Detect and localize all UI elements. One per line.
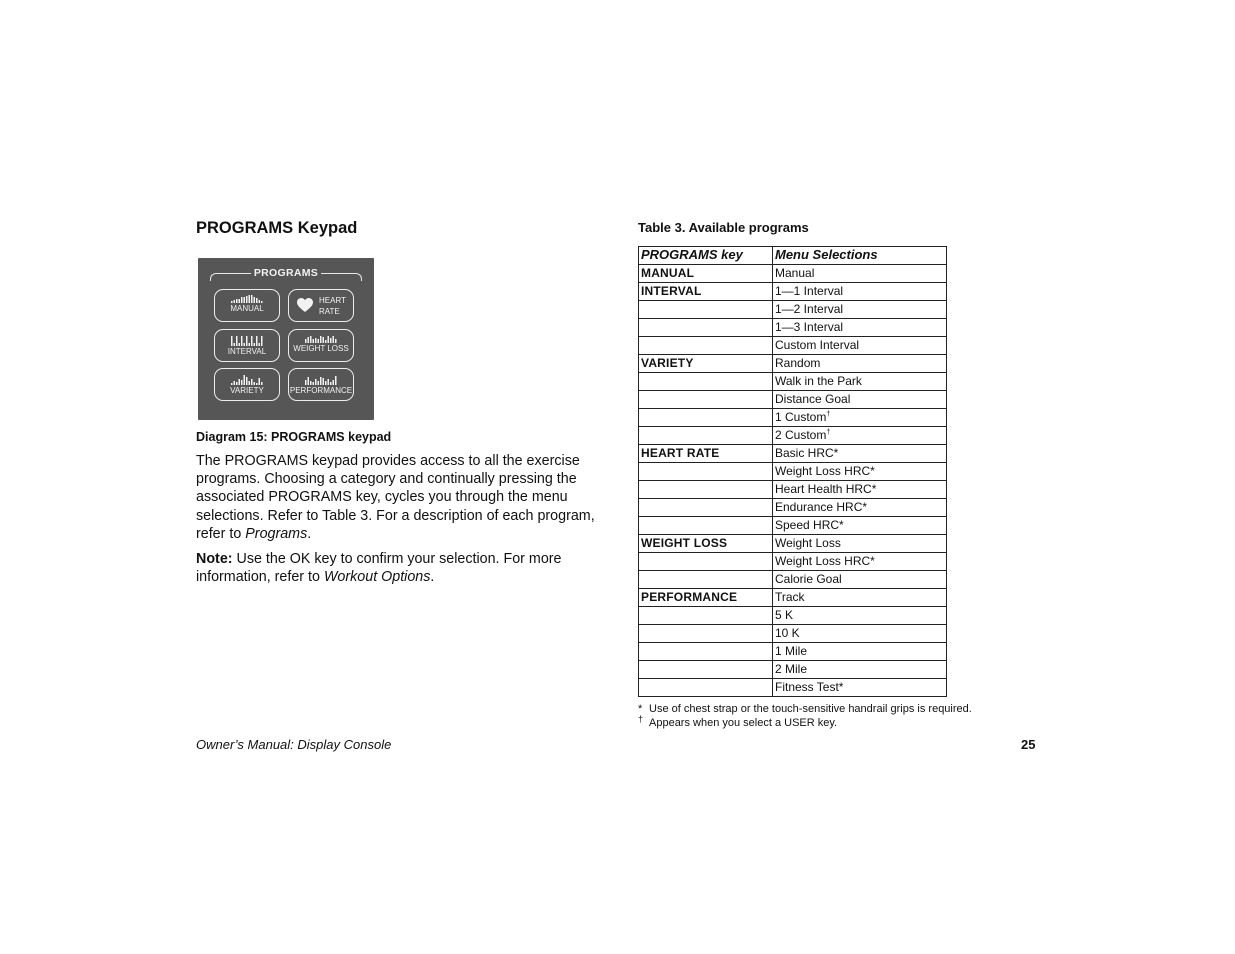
menu-selection-cell: Basic HRC* bbox=[773, 445, 947, 463]
table-row bbox=[639, 679, 947, 697]
variety-button-label: VARIETY bbox=[230, 386, 264, 395]
menu-selection-cell: Custom Interval bbox=[773, 337, 947, 355]
table-row bbox=[639, 481, 947, 499]
body-paragraph: The PROGRAMS keypad provides access to all the exercise programs. Choosing a category and continually pressing the associated PROGRAMS key, cycles you through the menu selections. Refer to Table 3. For a description of each program, refer to Programs. bbox=[196, 453, 595, 542]
table-row bbox=[639, 319, 947, 337]
table-row bbox=[639, 427, 947, 445]
weight-loss-button[interactable] bbox=[288, 329, 354, 362]
dagger-footnote-mark: † bbox=[826, 429, 831, 436]
menu-selection-cell: Walk in the Park bbox=[773, 373, 947, 391]
workout-options-reference: Workout Options bbox=[323, 569, 431, 586]
heart-rate-button-label: HEART RATE bbox=[319, 296, 346, 316]
performance-button-label: PERFORMANCE bbox=[289, 386, 353, 395]
heart-rate-button[interactable] bbox=[288, 289, 354, 322]
bar-graph-icon bbox=[303, 335, 339, 343]
interval-button[interactable] bbox=[214, 329, 280, 362]
table-row bbox=[639, 265, 947, 283]
section-title: PROGRAMS Keypad bbox=[196, 219, 358, 237]
programs-key-cell: HEART RATE bbox=[639, 445, 773, 463]
table-row bbox=[639, 607, 947, 625]
table-row bbox=[639, 589, 947, 607]
table-row bbox=[639, 625, 947, 643]
programs-key-cell bbox=[639, 625, 773, 643]
column-header: PROGRAMS key bbox=[639, 247, 773, 265]
weight-loss-button-label: WEIGHT LOSS bbox=[293, 344, 349, 353]
programs-key-cell bbox=[639, 571, 773, 589]
bar-graph-icon bbox=[229, 335, 265, 346]
variety-button[interactable] bbox=[214, 368, 280, 401]
programs-key-cell bbox=[639, 481, 773, 499]
diagram-caption: Diagram 15: PROGRAMS keypad bbox=[196, 430, 392, 444]
menu-selection-cell: Calorie Goal bbox=[773, 571, 947, 589]
page-number: 25 bbox=[1021, 737, 1036, 752]
menu-selection-cell: Track bbox=[773, 589, 947, 607]
programs-key-cell bbox=[639, 607, 773, 625]
programs-key-cell bbox=[639, 499, 773, 517]
programs-key-cell bbox=[639, 391, 773, 409]
table-row bbox=[639, 517, 947, 535]
programs-key-cell bbox=[639, 301, 773, 319]
keypad-header-label: PROGRAMS bbox=[253, 267, 319, 279]
programs-key-cell: WEIGHT LOSS bbox=[639, 535, 773, 553]
bar-graph-icon bbox=[229, 374, 265, 385]
bar-graph-icon bbox=[229, 295, 265, 303]
programs-key-cell bbox=[639, 553, 773, 571]
table-row bbox=[639, 301, 947, 319]
programs-key-cell bbox=[639, 427, 773, 445]
menu-selection-cell: 10 K bbox=[773, 625, 947, 643]
menu-selection-cell: Weight Loss HRC* bbox=[773, 463, 947, 481]
table-row bbox=[639, 337, 947, 355]
table-row bbox=[639, 571, 947, 589]
programs-key-cell: MANUAL bbox=[639, 265, 773, 283]
table-row bbox=[639, 499, 947, 517]
programs-key-cell: VARIETY bbox=[639, 355, 773, 373]
menu-selection-cell: 1—2 Interval bbox=[773, 301, 947, 319]
table-row bbox=[639, 283, 947, 301]
programs-key-cell bbox=[639, 679, 773, 697]
available-programs-table bbox=[638, 246, 947, 697]
programs-key-cell bbox=[639, 373, 773, 391]
menu-selection-cell: Fitness Test* bbox=[773, 679, 947, 697]
menu-selection-cell: 2 Mile bbox=[773, 661, 947, 679]
programs-key-cell bbox=[639, 337, 773, 355]
programs-key-cell bbox=[639, 517, 773, 535]
table-row bbox=[639, 445, 947, 463]
programs-key-cell bbox=[639, 661, 773, 679]
menu-selection-cell: 1 Mile bbox=[773, 643, 947, 661]
footnote-dagger: † Appears when you select a USER key. bbox=[638, 714, 838, 729]
programs-key-cell bbox=[639, 463, 773, 481]
bar-graph-icon bbox=[303, 374, 339, 385]
table-row bbox=[639, 535, 947, 553]
table-title: Table 3. Available programs bbox=[638, 220, 809, 235]
menu-selection-cell: 1 Custom† bbox=[773, 409, 947, 427]
menu-selection-cell: Manual bbox=[773, 265, 947, 283]
programs-key-cell bbox=[639, 643, 773, 661]
menu-selection-cell: Heart Health HRC* bbox=[773, 481, 947, 499]
manual-button[interactable] bbox=[214, 289, 280, 322]
programs-reference: Programs bbox=[245, 525, 308, 542]
column-header: Menu Selections bbox=[773, 247, 947, 265]
menu-selection-cell: Endurance HRC* bbox=[773, 499, 947, 517]
programs-key-cell bbox=[639, 409, 773, 427]
note-paragraph: Note: Use the OK key to confirm your selection. For more information, refer to Workout Options. bbox=[196, 551, 562, 586]
menu-selection-cell: Distance Goal bbox=[773, 391, 947, 409]
footnote-asterisk: * Use of chest strap or the touch-sensitive handrail grips is required. bbox=[638, 703, 972, 715]
table-row bbox=[639, 643, 947, 661]
table-row bbox=[639, 409, 947, 427]
menu-selection-cell: 5 K bbox=[773, 607, 947, 625]
menu-selection-cell: Random bbox=[773, 355, 947, 373]
programs-key-cell: INTERVAL bbox=[639, 283, 773, 301]
table-row bbox=[639, 391, 947, 409]
dagger-footnote-mark: † bbox=[826, 411, 831, 418]
interval-button-label: INTERVAL bbox=[227, 347, 267, 356]
performance-button[interactable] bbox=[288, 368, 354, 401]
table-row bbox=[639, 463, 947, 481]
table-row bbox=[639, 661, 947, 679]
menu-selection-cell: Speed HRC* bbox=[773, 517, 947, 535]
menu-selection-cell: 1—3 Interval bbox=[773, 319, 947, 337]
menu-selection-cell: 2 Custom† bbox=[773, 427, 947, 445]
programs-keypad-diagram bbox=[198, 258, 374, 420]
note-label: Note: bbox=[196, 551, 233, 567]
programs-key-cell bbox=[639, 319, 773, 337]
menu-selection-cell: Weight Loss HRC* bbox=[773, 553, 947, 571]
heart-icon bbox=[297, 298, 313, 313]
manual-button-label: MANUAL bbox=[230, 304, 264, 313]
table-header-row bbox=[639, 247, 947, 265]
table-row bbox=[639, 373, 947, 391]
footer-manual-title: Owner’s Manual: Display Console bbox=[196, 737, 392, 752]
programs-key-cell: PERFORMANCE bbox=[639, 589, 773, 607]
menu-selection-cell: 1—1 Interval bbox=[773, 283, 947, 301]
table-row bbox=[639, 553, 947, 571]
table-row bbox=[639, 355, 947, 373]
menu-selection-cell: Weight Loss bbox=[773, 535, 947, 553]
